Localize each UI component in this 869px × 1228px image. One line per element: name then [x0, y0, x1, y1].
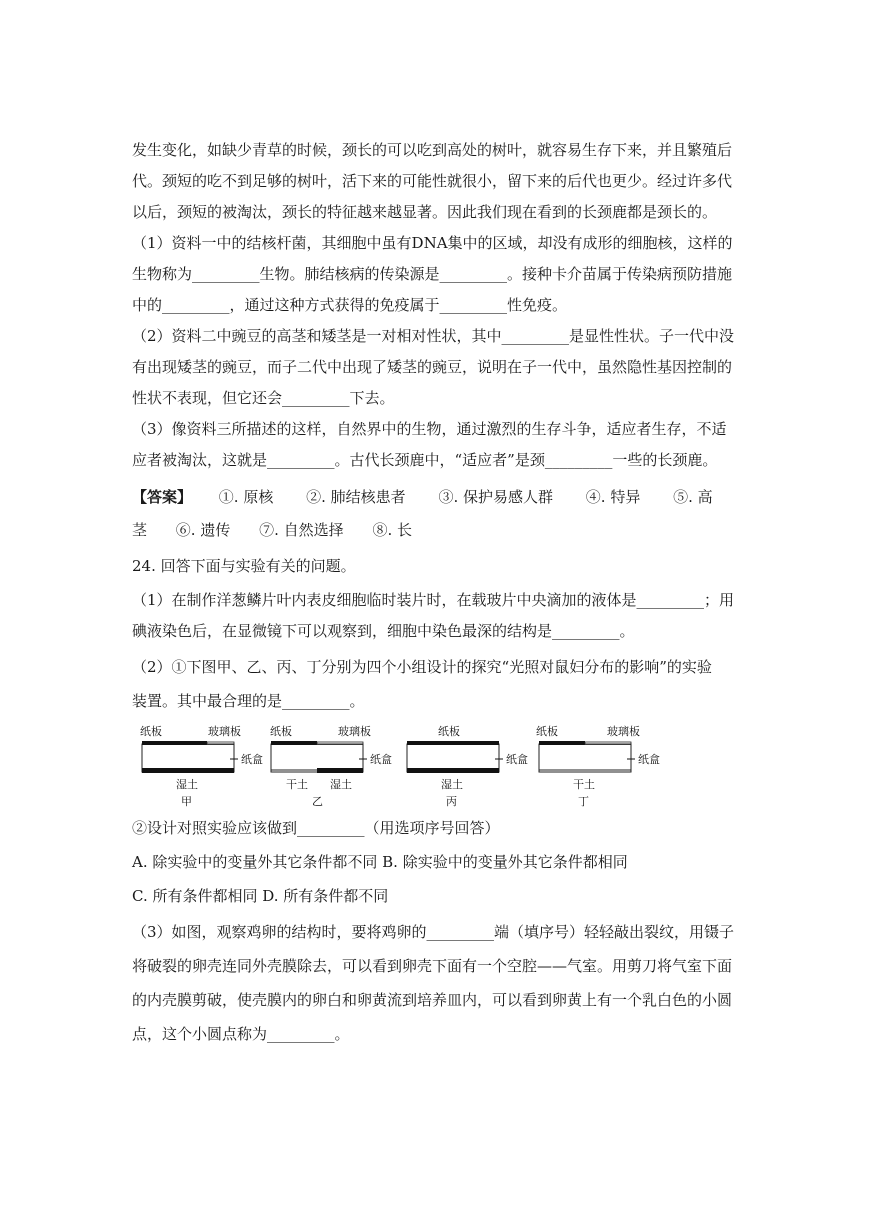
question-2-line: 性状不表现，但它还会_________下去。 [132, 389, 395, 407]
label-dry-soil: 干土 [573, 778, 595, 791]
option-ab: A. 除实验中的变量外其它条件都不同 B. 除实验中的变量外其它条件都相同 [132, 853, 628, 871]
setup-jia [140, 724, 263, 808]
answer-item: ②. 肺结核患者 [306, 488, 406, 506]
paragraph-line: 发生变化，如缺少青草的时候，颈长的可以吃到高处的树叶，就容易生存下来，并且繁殖后 [132, 141, 733, 159]
label-wet-soil: 湿土 [441, 778, 463, 791]
answer-item: ⑤. 高 [673, 488, 713, 506]
label-box: 纸盒 [506, 753, 528, 766]
label-jia: 甲 [181, 795, 192, 808]
answer-label: 【答案】 [132, 488, 193, 506]
question-24-title: 24. 回答下面与实验有关的问题。 [132, 557, 356, 575]
question-1-line: 生物称为_________生物。肺结核病的传染源是_________。接种卡介苗属于传染病预防措施 [132, 265, 733, 283]
answer-row [132, 520, 744, 540]
label-paperboard: 纸板 [438, 725, 460, 738]
setup-ding [536, 724, 660, 808]
label-box: 纸盒 [241, 753, 263, 766]
answer-row [132, 487, 744, 507]
question-24-part3: 的内壳膜剪破，使壳膜内的卵白和卵黄流到培养皿内，可以看到卵黄上有一个乳白色的小圆 [132, 991, 733, 1009]
question-24-part2b: ②设计对照实验应该做到_________（用选项序号回答） [132, 819, 500, 837]
question-2-line: 有出现矮茎的豌豆，而子二代中出现了矮茎的豌豆，说明在子一代中，虽然隐性基因控制的 [132, 358, 733, 376]
label-box: 纸盒 [638, 753, 660, 766]
question-1-line: （1）资料一中的结核杆菌，其细胞中虽有DNA集中的区域，却没有成形的细胞核，这样的 [132, 234, 733, 252]
question-1-line: 中的_________，通过这种方式获得的免疫属于_________性免疫。 [132, 296, 568, 314]
question-24-part1: 碘液染色后，在显微镜下可以观察到，细胞中染色最深的结构是_________。 [132, 622, 635, 640]
label-glass: 玻璃板 [338, 725, 371, 738]
label-paperboard: 纸板 [536, 725, 558, 738]
paragraph-line: 以后，颈短的被淘汰，颈长的特征越来越显著。因此我们现在看到的长颈鹿都是颈长的。 [132, 203, 718, 221]
label-bing: 丙 [446, 795, 457, 808]
label-paperboard: 纸板 [270, 725, 292, 738]
question-3-line: 应者被淘汰，这就是_________。古代长颈鹿中，“适应者”是颈_________一些的长颈鹿。 [132, 451, 718, 469]
answer-item: 茎 [132, 521, 148, 539]
label-wet-soil: 湿土 [330, 778, 352, 791]
answer-item: ⑧. 长 [372, 521, 412, 539]
label-dry-soil: 干土 [286, 778, 308, 791]
question-24-part2: 装置。其中最合理的是_________。 [132, 692, 365, 710]
label-glass: 玻璃板 [208, 725, 241, 738]
option-cd: C. 所有条件都相同 D. 所有条件都不同 [132, 887, 389, 905]
answer-item: ①. 原核 [218, 488, 274, 506]
question-24-part3: （3）如图，观察鸡卵的结构时，要将鸡卵的_________端（填序号）轻轻敲出裂纹，用镊子 [132, 923, 735, 941]
label-ding: 丁 [578, 795, 589, 808]
experiment-diagram [140, 722, 700, 812]
answer-item: ④. 特异 [585, 488, 641, 506]
label-box: 纸盒 [370, 753, 392, 766]
answer-item: ③. 保护易感人群 [438, 488, 553, 506]
question-2-line: （2）资料二中豌豆的高茎和矮茎是一对相对性状，其中_________是显性性状。子一代中没 [132, 327, 735, 345]
paragraph-line: 代。颈短的吃不到足够的树叶，活下来的可能性就很小，留下来的后代也更少。经过许多代 [132, 172, 733, 190]
question-24-part2: （2）①下图甲、乙、丙、丁分别为四个小组设计的探究“光照对鼠妇分布的影响”的实验 [132, 658, 712, 676]
question-3-line: （3）像资料三所描述的这样，自然界中的生物，通过激烈的生存斗争，适应者生存，不适 [132, 420, 727, 438]
setup-bing [407, 724, 528, 808]
answer-item: ⑥. 遗传 [175, 521, 231, 539]
question-24-part3: 点，这个小圆点称为_________。 [132, 1025, 350, 1043]
label-glass: 玻璃板 [607, 725, 640, 738]
question-24-part3: 将破裂的卵壳连同外壳膜除去，可以看到卵壳下面有一个空腔——气室。用剪刀将气室下面 [132, 957, 733, 975]
answer-item: ⑦. 自然选择 [259, 521, 344, 539]
label-wet-soil: 湿土 [176, 778, 198, 791]
label-yi: 乙 [312, 795, 323, 808]
label-paperboard: 纸板 [140, 725, 162, 738]
question-24-part1: （1）在制作洋葱鳞片叶内表皮细胞临时装片时，在载玻片中央滴加的液体是_________；用 [132, 591, 735, 609]
setup-yi [270, 724, 392, 808]
